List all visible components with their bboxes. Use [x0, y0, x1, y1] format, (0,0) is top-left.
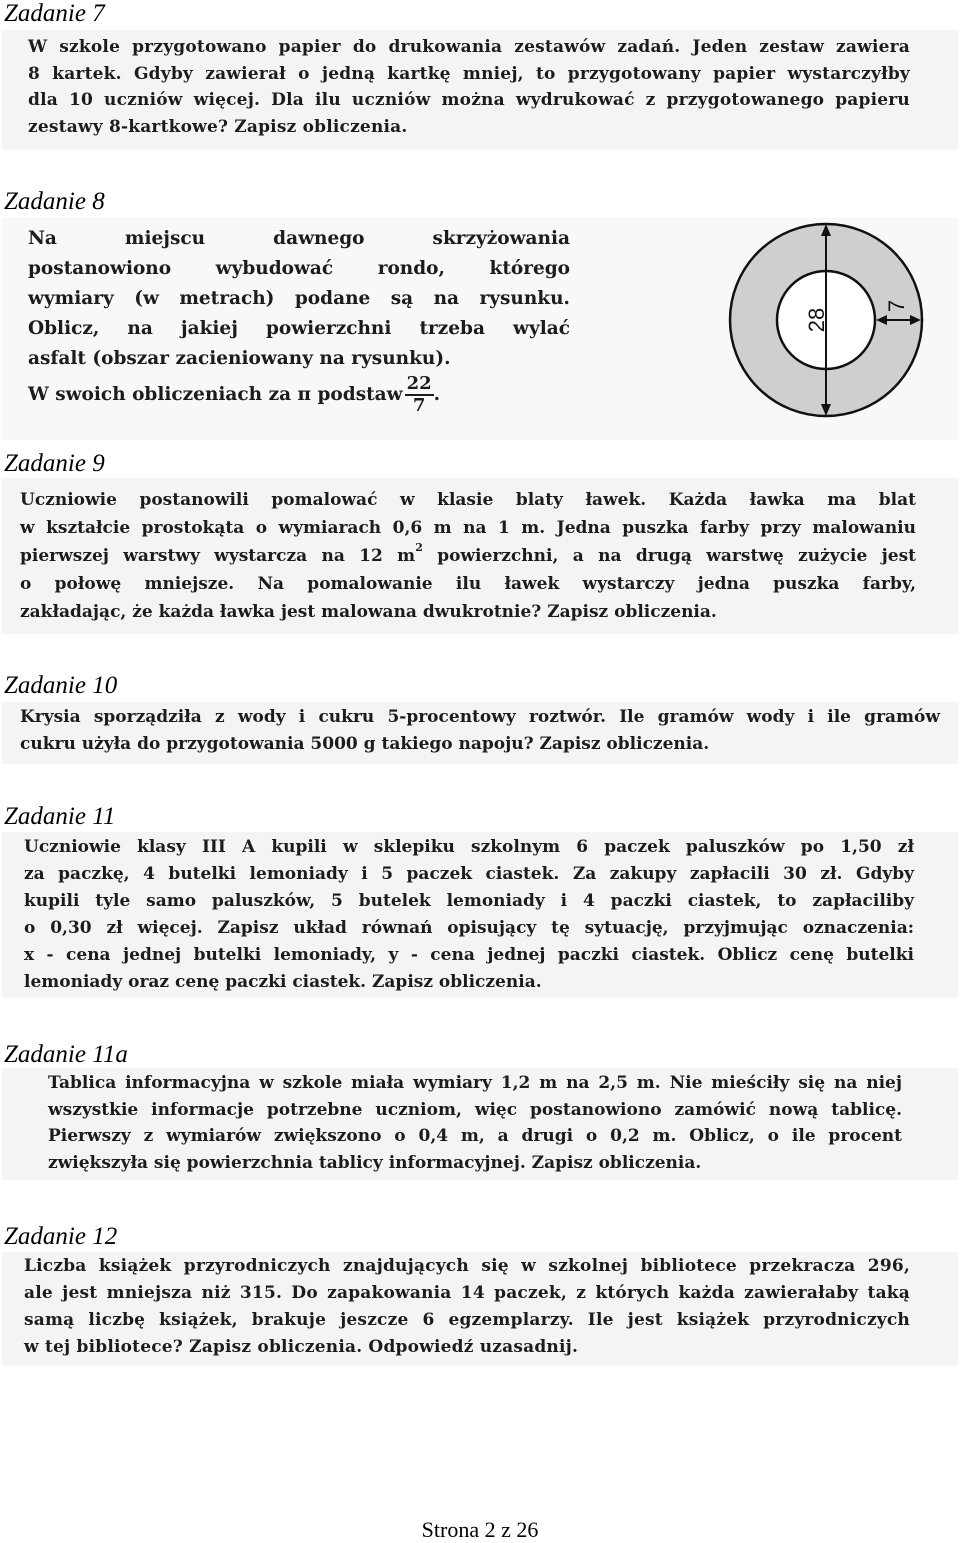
pi-fraction	[405, 374, 434, 416]
task-12-heading: Zadanie 12	[4, 1223, 118, 1250]
task-11a-line: Pierwszy z wymiarów zwiększono o 0,4 m, a drugi o 0,2 m. Oblicz, o ile procent	[48, 1126, 902, 1146]
task-8-line: asfalt (obszar zacieniowany na rysunku).	[28, 348, 451, 369]
task-12-text	[24, 1253, 910, 1361]
task-9-line	[20, 542, 916, 570]
task-9-line: o połowę mniejsze. Na pomalowanie ilu ławek wystarczy jedna puszka farby,	[20, 574, 916, 594]
task-11-line: kupili tyle samo paluszków, 5 butelek lemoniady i 4 paczki ciastek, to zapłaciliby	[24, 891, 914, 911]
task-8-line: wymiary (w metrach) podane są na rysunku.	[28, 288, 570, 309]
task-12-line: samą liczbę książek, brakuje jeszcze 6 egzemplarzy. Ile jest książek przyrodniczych	[24, 1310, 910, 1330]
task-8-line: postanowiono wybudować rondo, którego	[28, 258, 570, 279]
task-8-pi-text: W swoich obliczeniach za π podstaw	[28, 384, 403, 405]
task-11-text	[24, 834, 914, 996]
task-7-line: W szkole przygotowano papier do drukowania zestawów zadań. Jeden zestaw zawiera	[28, 37, 910, 57]
task-11-line: Uczniowie klasy III A kupili w sklepiku szkolnym 6 paczek paluszków po 1,50 zł	[24, 837, 914, 857]
task-11a-line: wszystkie informacje potrzebne uczniom, więc postanowiono zamówić nową tablicę.	[48, 1099, 902, 1120]
task-7-line: dla 10 uczniów więcej. Dla ilu uczniów można wydrukować z przygotowanego papieru	[28, 90, 910, 110]
task-9-line: zakładając, że każda ławka jest malowana dwukrotnie? Zapisz obliczenia.	[20, 602, 717, 622]
ring-width-label: 7	[884, 299, 909, 313]
task-9-line: w kształcie prostokąta o wymiarach 0,6 m na 1 m. Jedna puszka farby przy malowaniu	[20, 518, 916, 538]
task-9-line: Uczniowie postanowili pomalować w klasie blaty ławek. Każda ławka ma blat	[20, 490, 916, 510]
task-9-text	[20, 486, 916, 626]
pi-fraction-numerator: 22	[406, 373, 432, 394]
square-exponent: 2	[415, 541, 423, 554]
task-10-line: cukru użyła do przygotowania 5000 g takiego napoju? Zapisz obliczenia.	[20, 733, 710, 754]
task-12-line: Liczba książek przyrodniczych znajdujących się w szkolnej bibliotece przekracza 296,	[24, 1256, 910, 1276]
task-9-heading: Zadanie 9	[4, 450, 105, 477]
task-7-heading: Zadanie 7	[4, 0, 105, 27]
task-8-pi-end: .	[433, 384, 441, 405]
task-10-heading: Zadanie 10	[4, 672, 118, 699]
task-11a-line: zwiększyła się powierzchnia tablicy informacyjnej. Zapisz obliczenia.	[48, 1152, 702, 1173]
roundabout-figure	[726, 220, 926, 420]
task-8-heading: Zadanie 8	[4, 188, 105, 215]
task-12-line: w tej bibliotece? Zapisz obliczenia. Odpowiedź uzasadnij.	[24, 1337, 579, 1357]
task-11a-heading: Zadanie 11a	[4, 1041, 128, 1068]
inner-diameter-label: 28	[804, 307, 829, 333]
task-9-line3-start: pierwszej warstwy wystarcza na 12 m	[20, 546, 416, 566]
task-10-line: Krysia sporządziła z wody i cukru 5-procentowy roztwór. Ile gramów wody i ile gramów	[20, 707, 940, 727]
task-11-line: x - cena jednej butelki lemoniady, y - cena jednej paczki ciastek. Oblicz cenę butelki	[24, 945, 914, 965]
task-8-pi-hint	[28, 374, 548, 416]
task-11-line: o 0,30 zł więcej. Zapisz układ równań opisujący tę sytuację, przyjmując oznaczenia:	[24, 918, 914, 938]
task-9-line3-end: powierzchni, a na drugą warstwę zużycie jest	[422, 546, 917, 566]
task-11a-line: Tablica informacyjna w szkole miała wymiary 1,2 m na 2,5 m. Nie mieściły się na niej	[48, 1073, 902, 1093]
task-11-line: lemoniady oraz cenę paczki ciastek. Zapisz obliczenia.	[24, 972, 542, 992]
task-8-line: Na miejscu dawnego skrzyżowania	[28, 228, 570, 249]
task-8-text	[28, 224, 570, 374]
pi-fraction-denominator: 7	[412, 395, 426, 416]
task-10-text	[20, 704, 940, 757]
task-12-line: ale jest mniejsza niż 315. Do zapakowania 14 paczek, z których każda zawierałaby taką	[24, 1283, 910, 1303]
task-11a-text	[48, 1070, 902, 1176]
task-7-text	[28, 34, 910, 140]
task-11-heading: Zadanie 11	[4, 803, 116, 830]
task-7-line: 8 kartek. Gdyby zawierał o jedną kartkę mniej, to przygotowany papier wystarczyłby	[28, 63, 910, 84]
task-7-line: zestawy 8-kartkowe? Zapisz obliczenia.	[28, 116, 408, 137]
page-number: Strona 2 z 26	[421, 1517, 539, 1542]
task-8-line: Oblicz, na jakiej powierzchni trzeba wylać	[28, 318, 570, 339]
task-11-line: za paczkę, 4 butelki lemoniady i 5 paczek ciastek. Za zakupy zapłacili 30 zł. Gdyby	[24, 864, 914, 884]
